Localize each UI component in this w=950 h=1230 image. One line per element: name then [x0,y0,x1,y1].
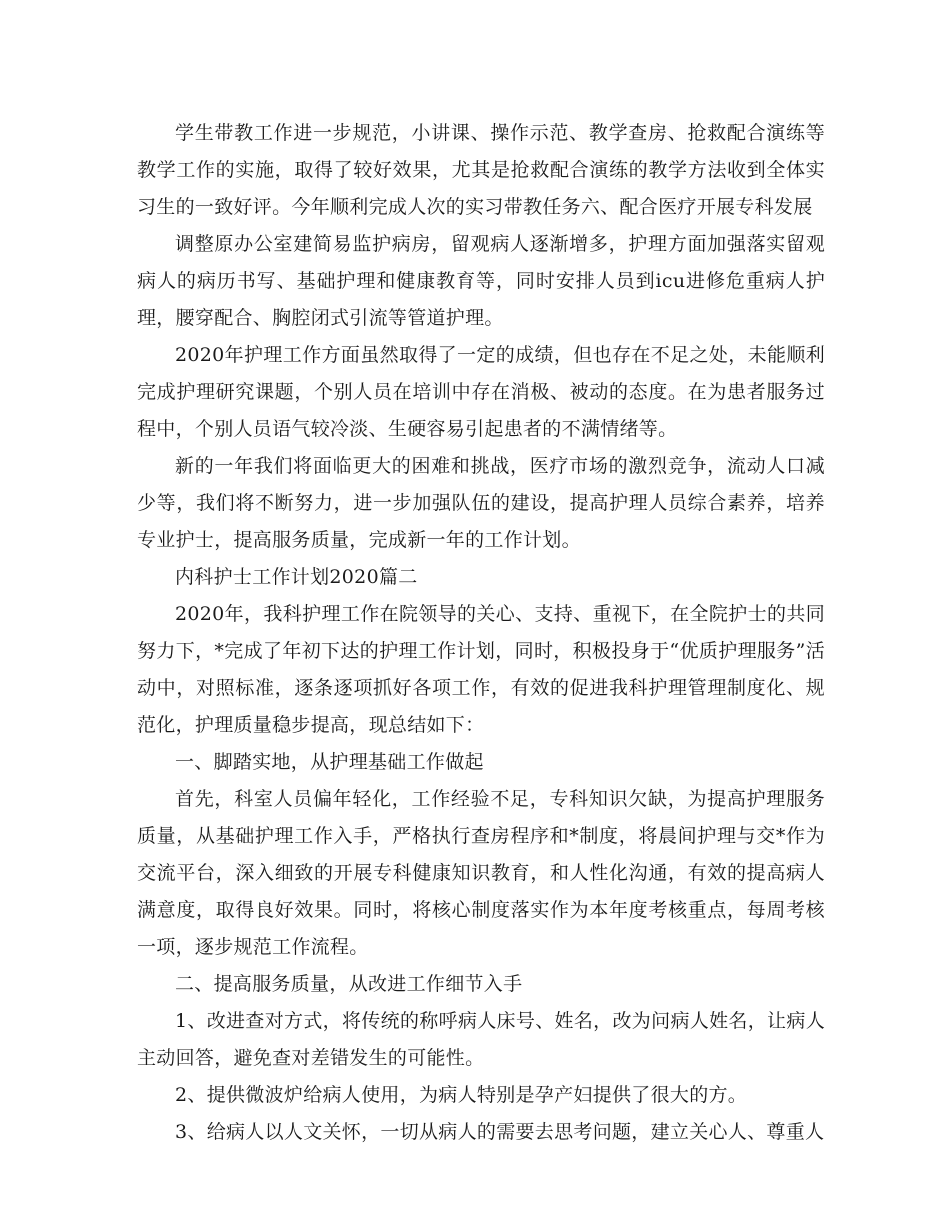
paragraph-basic-care: 首先，科室人员偏年轻化，工作经验不足，专科知识欠缺，为提高护理服务质量，从基础护理工作入手，严格执行查房程序和*制度，将晨间护理与交*作为交流平台，深入细致的开展专科健康知识教育，和人性化沟通，有效的提高病人满意度，取得良好效果。同时，将核心制度落实作为本年度考核重点，每周考核一项，逐步规范工作流程。 [137,788,825,958]
heading-service-quality: 二、提高服务质量，从改进工作细节入手 [175,973,523,995]
paragraph-summary-intro: 2020年，我科护理工作在院领导的关心、支持、重视下，在全院护士的共同努力下，*完成了年初下达的护理工作计划，同时，积极投身于“优质护理服务”活动中，对照标准，逐条逐项抓好各项工作，有效的促进我科护理管理制度化、规范化，护理质量稳步提高，现总结如下： [137,603,825,736]
list-item-2: 2、提供微波炉给病人使用，为病人特别是孕产妇提供了很大的方。 [175,1084,748,1106]
paragraph-shortcomings: 2020年护理工作方面虽然取得了一定的成绩，但也存在不足之处，未能顺利完成护理研究课题，个别人员在培训中存在消极、被动的态度。在为患者服务过程中，个别人员语气较冷淡、生硬容易引起患者的不满情绪等。 [137,344,825,440]
list-item-1: 1、改进查对方式，将传统的称呼病人床号、姓名，改为问病人姓名，让病人主动回答，避免查对差错发生的可能性。 [137,1010,825,1069]
document-body [137,115,825,1151]
paragraph-teaching: 学生带教工作进一步规范，小讲课、操作示范、教学查房、抢救配合演练等教学工作的实施，取得了较好效果，尤其是抢救配合演练的教学方法收到全体实习生的一致好评。今年顺利完成人次的实习带教任务六、配合医疗开展专科发展 [137,122,825,218]
paragraph-monitoring-ward: 调整原办公室建简易监护病房，留观病人逐渐增多，护理方面加强落实留观病人的病历书写、基础护理和健康教育等，同时安排人员到icu进修危重病人护理，腰穿配合、胸腔闭式引流等管道护理。 [137,233,825,329]
section-title-part-two: 内科护士工作计划2020篇二 [175,566,418,588]
heading-basic-care: 一、脚踏实地，从护理基础工作做起 [175,751,484,773]
paragraph-new-year: 新的一年我们将面临更大的困难和挑战，医疗市场的激烈竞争，流动人口减少等，我们将不断努力，进一步加强队伍的建设，提高护理人员综合素养，培养专业护士，提高服务质量，完成新一年的工作计划。 [137,455,825,551]
list-item-3: 3、给病人以人文关怀，一切从病人的需要去思考问题，建立关心人、尊重人 [175,1121,825,1143]
